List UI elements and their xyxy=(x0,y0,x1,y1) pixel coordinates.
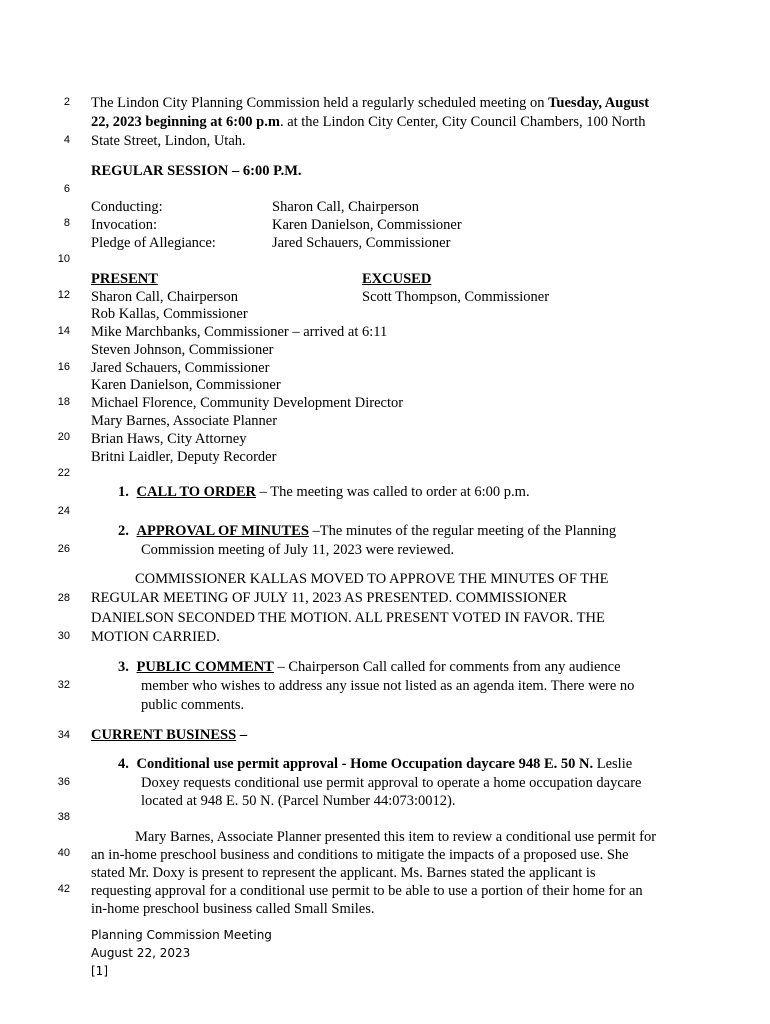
item-text: –The minutes of the regular meeting of the Planning xyxy=(308,523,617,539)
section-title: CURRENT BUSINESS xyxy=(91,727,237,743)
agenda-item-4 xyxy=(118,755,632,773)
agenda-item-4-cont: located at 948 E. 50 N. (Parcel Number 44:073:0012). xyxy=(141,793,456,809)
line-number: 32 xyxy=(57,679,70,691)
line-number: 22 xyxy=(57,467,70,479)
agenda-item-1 xyxy=(118,483,530,501)
intro-line-1 xyxy=(91,94,649,112)
page-footer xyxy=(91,926,272,980)
agenda-item-4-cont: Doxey requests conditional use permit approval to operate a home occupation daycare xyxy=(141,775,642,791)
line-number: 10 xyxy=(57,253,70,265)
item-number: 2. xyxy=(118,523,129,539)
body-line: requesting approval for a conditional use permit to be able to use a portion of their home for an xyxy=(91,883,643,899)
present-member: Jared Schauers, Commissioner xyxy=(91,360,270,376)
item-title: PUBLIC COMMENT xyxy=(136,659,274,675)
item-number: 3. xyxy=(118,659,129,675)
item-text: Leslie xyxy=(593,756,633,772)
body-line: stated Mr. Doxy is present to represent the applicant. Ms. Barnes stated the applicant is xyxy=(91,865,596,881)
item-title: CALL TO ORDER xyxy=(136,484,257,500)
body-line: Mary Barnes, Associate Planner presented this item to review a conditional use permit for xyxy=(135,829,657,845)
role-name: Karen Danielson, Commissioner xyxy=(272,217,462,233)
line-number: 28 xyxy=(57,592,70,604)
section-dash: – xyxy=(236,727,248,743)
line-number: 4 xyxy=(63,134,70,146)
intro-line-2 xyxy=(91,113,645,131)
line-number: 20 xyxy=(57,431,70,443)
line-number: 24 xyxy=(57,505,70,517)
meeting-time: 22, 2023 beginning at 6:00 p.m xyxy=(91,114,280,130)
line-number: 40 xyxy=(57,847,70,859)
present-member: Mike Marchbanks, Commissioner – arrived at 6:11 xyxy=(91,324,388,340)
motion-line: REGULAR MEETING OF JULY 11, 2023 AS PRESENTED. COMMISSIONER xyxy=(91,590,568,606)
line-number: 36 xyxy=(57,776,70,788)
line-number: 42 xyxy=(57,883,70,895)
present-member: Britni Laidler, Deputy Recorder xyxy=(91,449,277,465)
item-title: Conditional use permit approval - Home Occupation daycare 948 E. 50 N. xyxy=(136,756,594,772)
present-member: Rob Kallas, Commissioner xyxy=(91,306,248,322)
motion-line: COMMISSIONER KALLAS MOVED TO APPROVE THE MINUTES OF THE xyxy=(135,571,609,587)
line-number: 8 xyxy=(63,217,70,229)
line-number: 34 xyxy=(57,729,70,741)
line-number: 26 xyxy=(57,543,70,555)
intro-text: . at the Lindon City Center, City Council Chambers, 100 North xyxy=(279,114,646,130)
footer-date: August 22, 2023 xyxy=(91,946,191,960)
session-heading: REGULAR SESSION – 6:00 P.M. xyxy=(91,163,302,179)
item-title: APPROVAL OF MINUTES xyxy=(136,523,309,539)
item-number: 1. xyxy=(118,484,129,500)
present-member: Karen Danielson, Commissioner xyxy=(91,377,281,393)
line-number: 38 xyxy=(57,811,70,823)
present-member: Michael Florence, Community Development Director xyxy=(91,395,404,411)
present-member: Brian Haws, City Attorney xyxy=(91,431,247,447)
role-label: Pledge of Allegiance: xyxy=(91,235,216,251)
footer-title: Planning Commission Meeting xyxy=(91,928,272,942)
intro-line-3: State Street, Lindon, Utah. xyxy=(91,133,246,149)
present-member: Steven Johnson, Commissioner xyxy=(91,342,274,358)
meeting-date: Tuesday, August xyxy=(548,95,650,111)
agenda-item-2 xyxy=(118,522,616,540)
agenda-item-3-cont: member who wishes to address any issue not listed as an agenda item. There were no xyxy=(141,678,635,694)
motion-line: MOTION CARRIED. xyxy=(91,629,220,645)
body-line: in-home preschool business called Small Smiles. xyxy=(91,901,375,917)
current-business-heading xyxy=(91,726,247,744)
line-number: 14 xyxy=(57,325,70,337)
line-number: 12 xyxy=(57,289,70,301)
excused-member: Scott Thompson, Commissioner xyxy=(362,289,550,305)
excused-heading: EXCUSED xyxy=(362,271,432,287)
line-number: 6 xyxy=(63,183,70,195)
role-label: Conducting: xyxy=(91,199,163,215)
role-label: Invocation: xyxy=(91,217,158,233)
role-name: Jared Schauers, Commissioner xyxy=(272,235,451,251)
role-name: Sharon Call, Chairperson xyxy=(272,199,419,215)
agenda-item-2-cont: Commission meeting of July 11, 2023 were reviewed. xyxy=(141,542,455,558)
line-number: 16 xyxy=(57,361,70,373)
item-text: – The meeting was called to order at 6:00 p.m. xyxy=(256,484,530,500)
line-number: 18 xyxy=(57,396,70,408)
agenda-item-3-cont: public comments. xyxy=(141,697,245,713)
agenda-item-3 xyxy=(118,658,621,676)
present-member: Sharon Call, Chairperson xyxy=(91,289,238,305)
item-text: – Chairperson Call called for comments from any audience xyxy=(273,659,621,675)
line-number: 30 xyxy=(57,630,70,642)
body-line: an in-home preschool business and conditions to mitigate the impacts of a proposed use. She xyxy=(91,847,629,863)
motion-line: DANIELSON SECONDED THE MOTION. ALL PRESENT VOTED IN FAVOR. THE xyxy=(91,610,605,626)
present-member: Mary Barnes, Associate Planner xyxy=(91,413,278,429)
present-heading: PRESENT xyxy=(91,271,158,287)
item-number: 4. xyxy=(118,756,129,772)
footer-page-number: [1] xyxy=(91,964,108,978)
line-number: 2 xyxy=(63,96,70,108)
intro-text: The Lindon City Planning Commission held a regularly scheduled meeting on xyxy=(91,95,549,111)
